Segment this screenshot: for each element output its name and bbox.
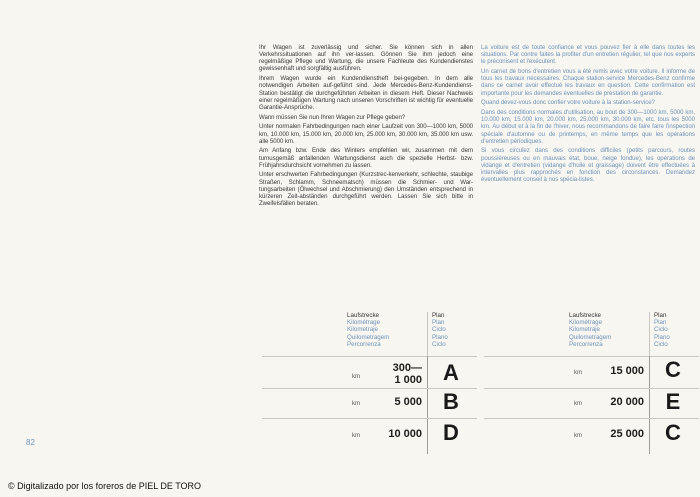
distance-header-es: Kilometraje — [569, 326, 600, 334]
plan-letter: A — [443, 360, 459, 385]
plan-header — [432, 312, 448, 348]
km-unit: km — [352, 374, 360, 380]
german-paragraph: Unter normalen Fahrbedingungen nach einer Laufzeit von 300—1000 km, 5000 km, 10.000 km, 15.000 km, 20.000 km, 25.000 km, 30.000 km, 35.000 km usw. alle 5000 km. — [259, 123, 473, 145]
km-unit: km — [574, 370, 582, 376]
km-unit: km — [352, 433, 360, 439]
german-text-column — [259, 44, 473, 210]
distance-header-fr: Kilométrage — [569, 319, 603, 327]
plan-letter: E — [665, 389, 681, 414]
plan-letter: C — [665, 420, 681, 445]
km-unit: km — [352, 401, 360, 407]
distance-header-de: Laufstrecke — [569, 312, 601, 319]
scan-credit: © Digitalizado por los foreros de PIEL DE TORO — [8, 481, 202, 491]
plan-header — [654, 312, 670, 348]
french-paragraph: Si vous circulez dans des conditions difficiles (petits parcours, routes poussiéreuses ou en mauvais état, boue, neige fondue), les opérations de vidange et d'entretien (vidange d'huile et graissage) doivent être effectuées à intervalles plus rapprochés en fonction des circonstances. Demandez éventuellement conseil à nos spécia-listes. — [481, 147, 695, 184]
french-paragraph: Dans des conditions normales d'utilisation, au bout de 300—1000 km, 5000 km, 10.000 km, 15.000 km, 20.000 km, 25.000 km, 30.000 km, etc. tous les 5000 km. Au début et à la fin de l'hiver, nous recommandons de faire faire l'inspection spéciale d'automne ou de printemps, en même temps que les opérations d'entretien périodiques. — [481, 109, 695, 145]
french-paragraph: Un carnet de bons d'entretien vous a été remis avec votre voiture. Il informe de tous les travaux nécessaires. Chaque station-service Mercedes-Benz confirme dans ce carnet avoir effectué les travaux en question. Cette confirmation est importante pour les demandes éventuelles de prestation de garantie. — [481, 68, 695, 97]
german-paragraph: Wann müssen Sie nun Ihren Wagen zur Pflege geben? — [259, 113, 406, 121]
german-paragraph: Am Anfang bzw. Ende des Winters empfehlen wir, zusammen mit dem turnusgemäß anfallenden Wartungsdienst auch die spezielle Herbst- bzw. Frühjahrsdurchsicht vornehmen zu lassen. — [259, 147, 473, 169]
plan-header-it: Ciclo — [432, 340, 446, 348]
distance-header-de: Laufstrecke — [347, 312, 379, 319]
french-text-column — [481, 44, 695, 186]
km-value: 300— 1 000 — [392, 362, 422, 386]
table-top-rule — [262, 356, 477, 357]
german-paragraph: Ihrem Wagen wurde ein Kundendienstheft bei-gegeben. In dem alle notwendigen Arbeiten auf-geführt sind. Jede Mercedes-Benz-Kundendienst-Station bestätigt die durchgeführten Arbeiten in diesem Heft. Dieser Nachweis einer regelmäßigen Wartung nach unseren Vorschriften ist wichtig für eventuelle Garantie-Ansprüche. — [259, 75, 473, 111]
km-value: 25 000 — [610, 428, 644, 440]
plan-letter: B — [443, 389, 459, 414]
row-divider — [484, 418, 699, 419]
plan-header-it: Ciclo — [654, 340, 668, 348]
distance-header-pt: Quilometragem — [569, 333, 612, 341]
plan-header-fr: Plan — [654, 319, 667, 327]
km-value: 20 000 — [610, 396, 644, 408]
plan-header-pt: Plano — [654, 333, 670, 341]
german-paragraph: Unter erschwerten Fahrbedingungen (Kurzstrec-kenverkehr, schlechte, staubige Straßen, Schlamm, Schneematsch) müssen die Schmier- und War-tungsarbeiten (Ölwechsel und Abschmierung) den Umständen entsprechend in kürzeren Zeit-abständen durchgeführt werden. Lassen Sie sich bitte in Zweifelsfällen beraten. — [259, 171, 473, 208]
german-paragraph: Ihr Wagen ist zuverlässig und sicher. Sie können sich in allen Verkehrssituationen auf ihn ver-lassen. Gönnen Sie ihm jedoch eine regelmäßige Pflege und Wartung, die unsere Fachleute des Kundendienstes gewissenhaft und sorgfältig ausführen. — [259, 44, 473, 73]
plan-header-fr: Plan — [432, 319, 445, 327]
row-divider — [262, 418, 477, 419]
plan-header-pt: Plano — [432, 333, 448, 341]
distance-header-fr: Kilométrage — [347, 319, 381, 327]
km-unit: km — [574, 401, 582, 407]
distance-header — [569, 312, 611, 348]
km-unit: km — [574, 433, 582, 439]
plan-letter: C — [665, 357, 681, 382]
column-divider — [649, 356, 650, 454]
service-interval-table-right — [484, 312, 699, 454]
distance-header — [347, 312, 389, 348]
plan-letter: D — [443, 420, 459, 445]
distance-header-pt: Quilometragem — [347, 333, 390, 341]
plan-header-de: Plan — [654, 312, 667, 319]
column-divider — [427, 356, 428, 454]
distance-header-es: Kilometraje — [347, 326, 378, 334]
header-divider — [427, 312, 428, 356]
service-interval-table-left — [262, 312, 477, 454]
distance-header-it: Percorrenza — [569, 340, 603, 348]
french-paragraph: La voiture est de toute confiance et vous pouvez fier à elle dans toutes les situations. Par contre faites la profiter d'un entretien régulier, tel que nos experts le préconisent et l'exécutent. — [481, 44, 695, 66]
header-divider — [649, 312, 650, 356]
distance-header-it: Percorrenza — [347, 340, 381, 348]
plan-header-es: Ciclo — [432, 326, 446, 334]
plan-header-es: Ciclo — [654, 326, 668, 334]
french-paragraph: Quand devez-vous donc confier votre voiture à la station-service? — [481, 99, 655, 107]
km-value: 5 000 — [394, 396, 422, 408]
plan-header-de: Plan — [432, 312, 445, 319]
km-value: 15 000 — [610, 365, 644, 377]
page-number: 82 — [26, 438, 35, 447]
km-value: 10 000 — [388, 428, 422, 440]
